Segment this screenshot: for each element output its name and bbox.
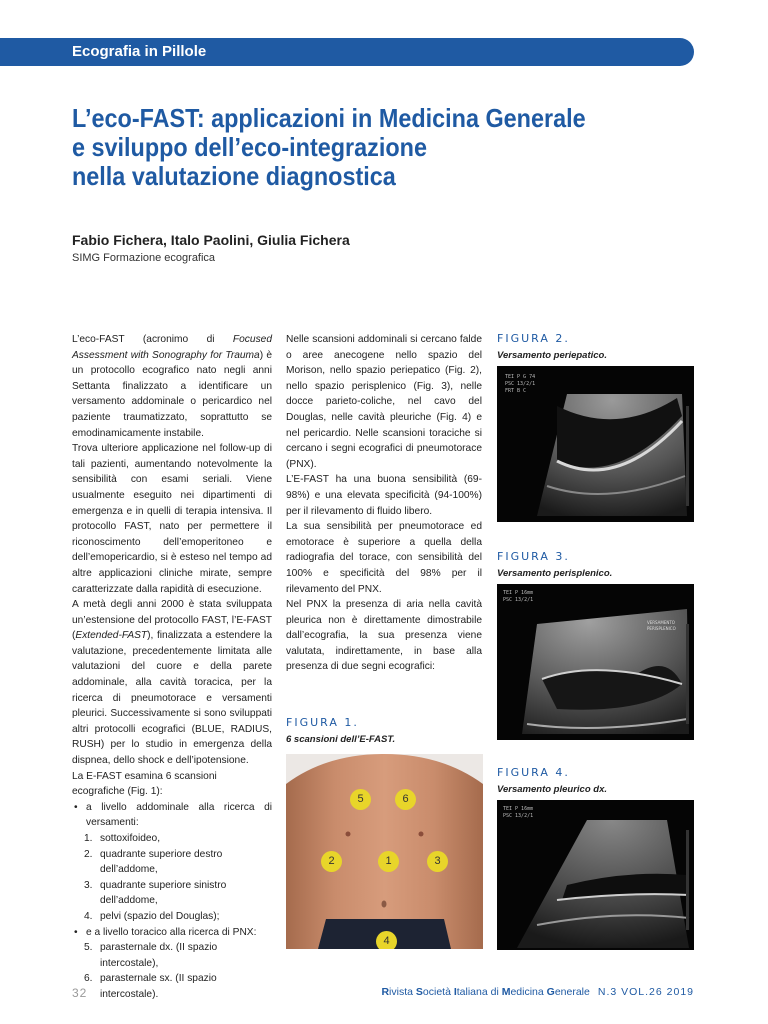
affiliation: SIMG Formazione ecografica (72, 252, 216, 264)
section-label: Ecografia in Pillole (72, 43, 207, 60)
bullet-item: • e a livello toracico alla ricerca di PNX: (72, 925, 272, 941)
figure-3-caption: Versamento perisplenico. (497, 568, 613, 579)
title-line-3: nella valutazione diagnostica (72, 161, 396, 191)
article-title (72, 104, 630, 191)
svg-text:TEI P 16mm: TEI P 16mm (503, 590, 534, 596)
svg-text:PSC 13/2/1: PSC 13/2/1 (505, 381, 536, 387)
paragraph: Trova ulteriore applicazione nel follow-up di tali pazienti, aumentando notevolmente la sensibilità con esami seriali. Viene usualmente eseguito nei dipartimenti di emergenza e in quelli di terapia intensiva. Il protocollo FAST, nato per permettere il riconoscimento dell’emoperitoneo e dell’emopericardio, si è esteso nel tempo ad altre applicazioni cliniche mirate, sempre caratterizzate dalla rapidità di esecuzione. (72, 443, 272, 595)
journal-name: Rivista Società Italiana di Medicina Generale N.3 VOL.26 2019 (381, 986, 694, 998)
authors: Fabio Fichera, Italo Paolini, Giulia Fichera (72, 232, 350, 248)
paragraph: La E-FAST esamina 6 scansioni ecografiche (Fig. 1): (72, 770, 217, 798)
list-item: 1. sottoxifoideo, (84, 833, 161, 844)
paragraph: Nelle scansioni addominali si cercano falde o aree anecogene nello spazio del Morison, nello spazio periepatico (Fig. 2), nello spazio perisplenico (Fig. 3), nelle docce parieto-coliche, nel cavo del Douglas, nelle cavità pleuriche (Fig. 4) e nel pericardio. Nelle scansioni toraciche si cercano i segni ecografici di pneumotorace (PNX). (286, 334, 482, 470)
section-band (0, 38, 694, 66)
paragraph: A metà degli anni 2000 è stata sviluppata un’estensione del protocollo FAST, l’E-FAST (Extended-FAST), finalizzata a estendere la valutazione, precedentemente limitata alle valutazioni del cuore e della parete addominale, alla cavità toracica, per la ricerca di pneumotorace e versamenti pleurici. Successivamente si sono sviluppati altri protocolli ecografici (BLUE, RADIUS, RUSH) per lo studio in emergenza della dispnea, dello shock e dell’ipotensione. (72, 599, 272, 767)
title-line-2: e sviluppo dell’eco-integrazione (72, 132, 427, 162)
title-line-1: L’eco-FAST: applicazioni in Medicina Generale (72, 103, 586, 133)
figure-1-torso-photo (286, 754, 483, 949)
scan-marker-2: 2 (321, 851, 342, 872)
text-column-2 (286, 332, 482, 675)
figure-2-caption: Versamento periepatico. (497, 350, 607, 361)
scan-list-abdominal (72, 831, 272, 925)
svg-text:PERISPLENICO: PERISPLENICO (647, 626, 676, 631)
figure-2-ultrasound (497, 366, 694, 522)
svg-text:TEI P 16mm: TEI P 16mm (503, 806, 534, 812)
scan-marker-4: 4 (376, 931, 397, 949)
bullet-item: • a livello addominale alla ricerca di versamenti: (72, 800, 272, 831)
svg-text:PSC 13/2/1: PSC 13/2/1 (503, 597, 534, 603)
scan-list-thoracic (72, 940, 272, 1002)
paragraph: L’E-FAST ha una buona sensibilità (69-98%) e una elevata specificità (94-100%) per il rilevamento di fluido libero. (286, 474, 482, 517)
list-item: 4. pelvi (spazio del Douglas); (84, 910, 220, 922)
issue-info: N.3 VOL.26 2019 (597, 986, 694, 998)
svg-text:FRT B C: FRT B C (505, 388, 527, 394)
svg-text:TEI P G 74: TEI P G 74 (505, 374, 536, 380)
figure-4-label: FIGURA 4. (497, 766, 570, 779)
figure-3-label: FIGURA 3. (497, 550, 570, 563)
figure-2-label: FIGURA 2. (497, 332, 570, 345)
svg-text:PSC 13/2/1: PSC 13/2/1 (503, 813, 534, 819)
list-item: 2. quadrante superiore destro dell’addome, (84, 848, 223, 876)
text-column-1 (72, 332, 272, 1003)
figure-4-ultrasound (497, 800, 694, 950)
paragraph: Nel PNX la presenza di aria nella cavità pleurica non è direttamente dimostrabile dall’ecografia, la sua presenza viene valutata, indirettamente, in base alla presenza di due segni ecografici: (286, 599, 482, 673)
scan-marker-5: 5 (350, 789, 371, 810)
paragraph: La sua sensibilità per pneumotorace ed emotorace è superiore a quella della radiografia del torace, con sensibilità del 100% e specificità del 98% per il rilevamento del PNX. (286, 521, 482, 595)
page-number: 32 (72, 986, 88, 1000)
figure-1-label: FIGURA 1. (286, 716, 359, 729)
list-item: 5. parasternale dx. (II spazio intercostale), (84, 942, 218, 969)
paragraph: L’eco-FAST (acronimo di Focused Assessment with Sonography for Trauma) è un protocollo ecografico nato negli anni Settanta finalizzato a identificare un versamento addominale o pericardico nel paziente traumatizzato, soprattutto se emodinamicamente instabile. (72, 334, 272, 439)
list-item: 6. parasternale sx. (II spazio intercostale). (84, 973, 217, 1000)
scan-marker-3: 3 (427, 851, 448, 872)
list-item: 3. quadrante superiore sinistro dell’addome, (84, 879, 227, 907)
scan-marker-6: 6 (395, 789, 416, 810)
figure-4-caption: Versamento pleurico dx. (497, 784, 607, 795)
svg-text:VERSAMENTO: VERSAMENTO (647, 620, 675, 625)
scan-marker-1: 1 (378, 851, 399, 872)
figure-3-ultrasound (497, 584, 694, 740)
figure-1-caption: 6 scansioni dell’E-FAST. (286, 734, 396, 745)
